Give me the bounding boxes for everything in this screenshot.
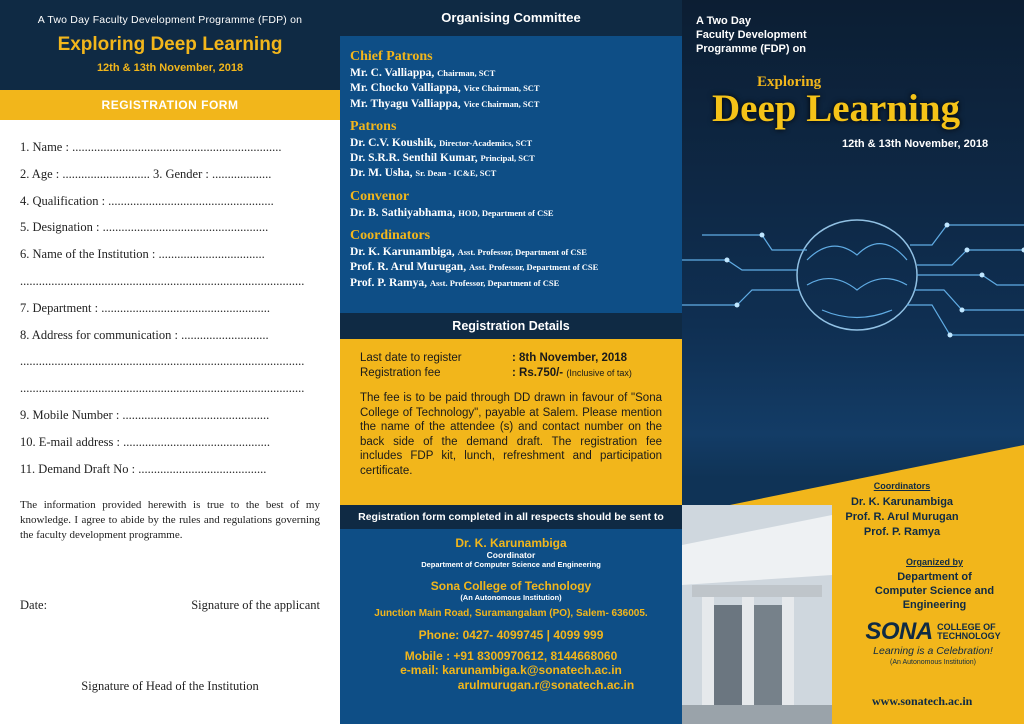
member-role: Chairman, SCT [437,68,496,78]
member-name: Mr. Thyagu Valliappa, [350,97,461,110]
date-label: Date: [20,598,48,612]
member-role: HOD, Department of CSE [458,207,554,218]
member-role: Asst. Professor, Department of CSE [468,262,599,273]
committee-group-title: Chief Patrons [350,49,433,64]
committee-member [350,166,672,181]
registration-details-title: Registration Details [340,313,682,339]
left-header [0,0,340,90]
form-field-mobile[interactable]: 9. Mobile Number : ............................................... [20,407,270,422]
signature-row [20,598,320,613]
registration-panel [0,0,340,724]
fee-line [360,366,662,381]
committee-member [350,66,672,81]
member-role: Principal, SCT [480,153,535,164]
form-field-qualification[interactable]: 4. Qualification : ..................................................... [20,193,274,208]
contact-email-1[interactable]: e-mail: karunambiga.k@sonatech.ac.in [400,663,622,677]
cover-intro-line-2: Faculty Development [696,29,807,41]
committee-group-title: Patrons [350,118,397,134]
cover-coordinator-1: Dr. K. Karunambiga [850,496,954,508]
member-role: Director-Academics, SCT [439,137,533,148]
member-role: Asst. Professor, Department of CSE [457,247,587,258]
form-field-institution[interactable]: 6. Name of the Institution : .................................. [20,247,265,262]
member-name: Mr. C. Valliappa, [350,67,435,79]
form-field-designation[interactable]: 5. Designation : ..................................................... [20,220,269,235]
fee-label: Registration fee [360,367,441,379]
cover-intro-line-1: A Two Day [696,15,752,27]
member-name: Dr. S.R.R. Senthil Kumar, [350,152,478,165]
form-field-name[interactable]: 1. Name : ................................................................... [20,140,282,154]
committee-list [340,36,682,291]
member-role: Sr. Dean - IC&E, SCT [415,168,497,179]
organized-by-title: Organized by [905,557,963,567]
cover-title: Deep Learning [712,87,961,130]
contact-address: Junction Main Road, Suramangalam (PO), Salem- 636005. [374,608,648,619]
logo-autonomous: (An Autonomous Institution) [890,659,976,666]
form-field-address-cont-1[interactable]: ........................................................................................... [20,354,305,369]
form-field-address[interactable]: 8. Address for communication : ............................ [20,327,269,342]
organizer-dept-line-2: Computer Science and [874,585,995,597]
left-date: 12th & 13th November, 2018 [96,62,244,74]
applicant-signature-label: Signature of the applicant [191,598,320,612]
registration-form [0,120,340,543]
committee-member [350,151,672,166]
last-date-label: Last date to register [360,352,462,364]
website-link[interactable]: www.sonatech.ac.in [872,694,973,708]
member-name: Dr. K. Karunambiga, [350,246,455,259]
contact-email-2[interactable]: arulmurugan.r@sonatech.ac.in [457,678,635,692]
contact-college: Sona College of Technology [430,579,592,593]
fee-instructions: The fee is to be paid through DD drawn in favour of "Sona College of Technology", payable at Salem. Please mention the name of the attendee (s) and contact number on the back side of the demand draft. The registration fee includes FDP kit, lunch, refreshment and participation certificate. [360,392,662,477]
fee-note: (Inclusive of tax) [566,368,632,378]
form-field-address-cont-2[interactable]: ........................................................................................... [20,381,305,396]
fee-value: : Rs.750/- [512,367,564,379]
committee-group-title: Convenor [350,188,410,204]
left-subtitle: A Two Day Faculty Development Programme (FDP) on [37,14,303,26]
form-field-dd-number[interactable]: 11. Demand Draft No : ......................................... [20,461,267,476]
declaration-text: The information provided herewith is true to the best of my knowledge. I agree to abide by the rules and regulations governing the faculty development programme. [20,499,320,542]
contact-phone[interactable]: Phone: 0427- 4099745 | 4099 999 [418,628,604,642]
committee-member [350,81,672,96]
member-role: Vice Chairman, SCT [463,83,540,94]
cover-date: 12th & 13th November, 2018 [842,138,989,150]
organized-by [847,557,1022,612]
member-role: Vice Chairman, SCT [463,98,540,109]
hod-signature-label: Signature of Head of the Institution [81,679,259,693]
member-name: Dr. B. Sathiyabhama, [350,206,456,219]
send-to-bar: Registration form completed in all respects should be sent to [340,505,682,529]
cover-panel [682,0,1024,724]
contact-role: Coordinator [486,550,536,560]
member-name: Mr. Chocko Valliappa, [350,82,461,95]
committee-title: Organising Committee [340,0,682,36]
logo-side-line-2: TECHNOLOGY [937,631,1001,641]
cover-intro-line-3: Programme (FDP) on [696,43,807,55]
organizer-dept-line-3: Engineering [902,599,967,611]
left-title: Exploring Deep Learning [57,34,283,55]
committee-member [350,97,672,112]
member-role: Asst. Professor, Department of CSE [429,277,560,288]
organizer-dept-line-1: Department of [897,571,972,583]
member-name: Dr. C.V. Koushik, [350,136,437,149]
contact-dept: Department of Computer Science and Engineering [421,560,601,569]
registration-details [340,339,682,505]
form-field-department[interactable]: 7. Department : ...................................................... [20,300,270,315]
form-field-institution-cont[interactable]: ........................................................................................... [20,273,305,288]
form-field-email[interactable]: 10. E-mail address : ............................................... [20,434,270,449]
member-name: Prof. R. Arul Murugan, [350,261,467,274]
cover-coordinator-2: Prof. R. Arul Murugan [845,511,959,523]
sona-logo [858,618,1008,666]
committee-member [350,136,672,151]
cover-coordinators [802,481,1002,540]
committee-member [350,260,672,275]
member-name: Prof. P. Ramya, [350,276,427,289]
committee-member [350,206,672,221]
logo-side-line-1: COLLEGE OF [937,622,996,632]
logo-side-text [937,623,1001,641]
last-date-value: : 8th November, 2018 [512,352,628,364]
cover-coordinator-3: Prof. P. Ramya [863,526,941,538]
committee-panel [340,0,682,724]
logo-wordmark: SONA [865,618,933,645]
contact-block [340,532,682,693]
registration-form-title: REGISTRATION FORM [0,90,340,120]
cover-coordinators-title: Coordinators [873,481,931,491]
contact-mobile[interactable]: Mobile : +91 8300970612, 8144668060 [404,649,618,663]
committee-member [350,276,672,291]
logo-tagline: Learning is a Celebration! [873,645,993,657]
form-field-age-gender[interactable]: 2. Age : ............................ 3. Gender : ................... [20,166,272,181]
member-name: Dr. M. Usha, [350,167,413,180]
brain-circuit-illustration [682,175,1024,375]
contact-name: Dr. K. Karunambiga [455,536,567,550]
last-date-line [360,351,662,366]
cover-intro [696,14,807,56]
cover-exploring: Exploring [757,74,822,90]
committee-group-title: Coordinators [350,228,431,244]
committee-member [350,245,672,260]
contact-college-note: (An Autonomous Institution) [460,593,562,602]
